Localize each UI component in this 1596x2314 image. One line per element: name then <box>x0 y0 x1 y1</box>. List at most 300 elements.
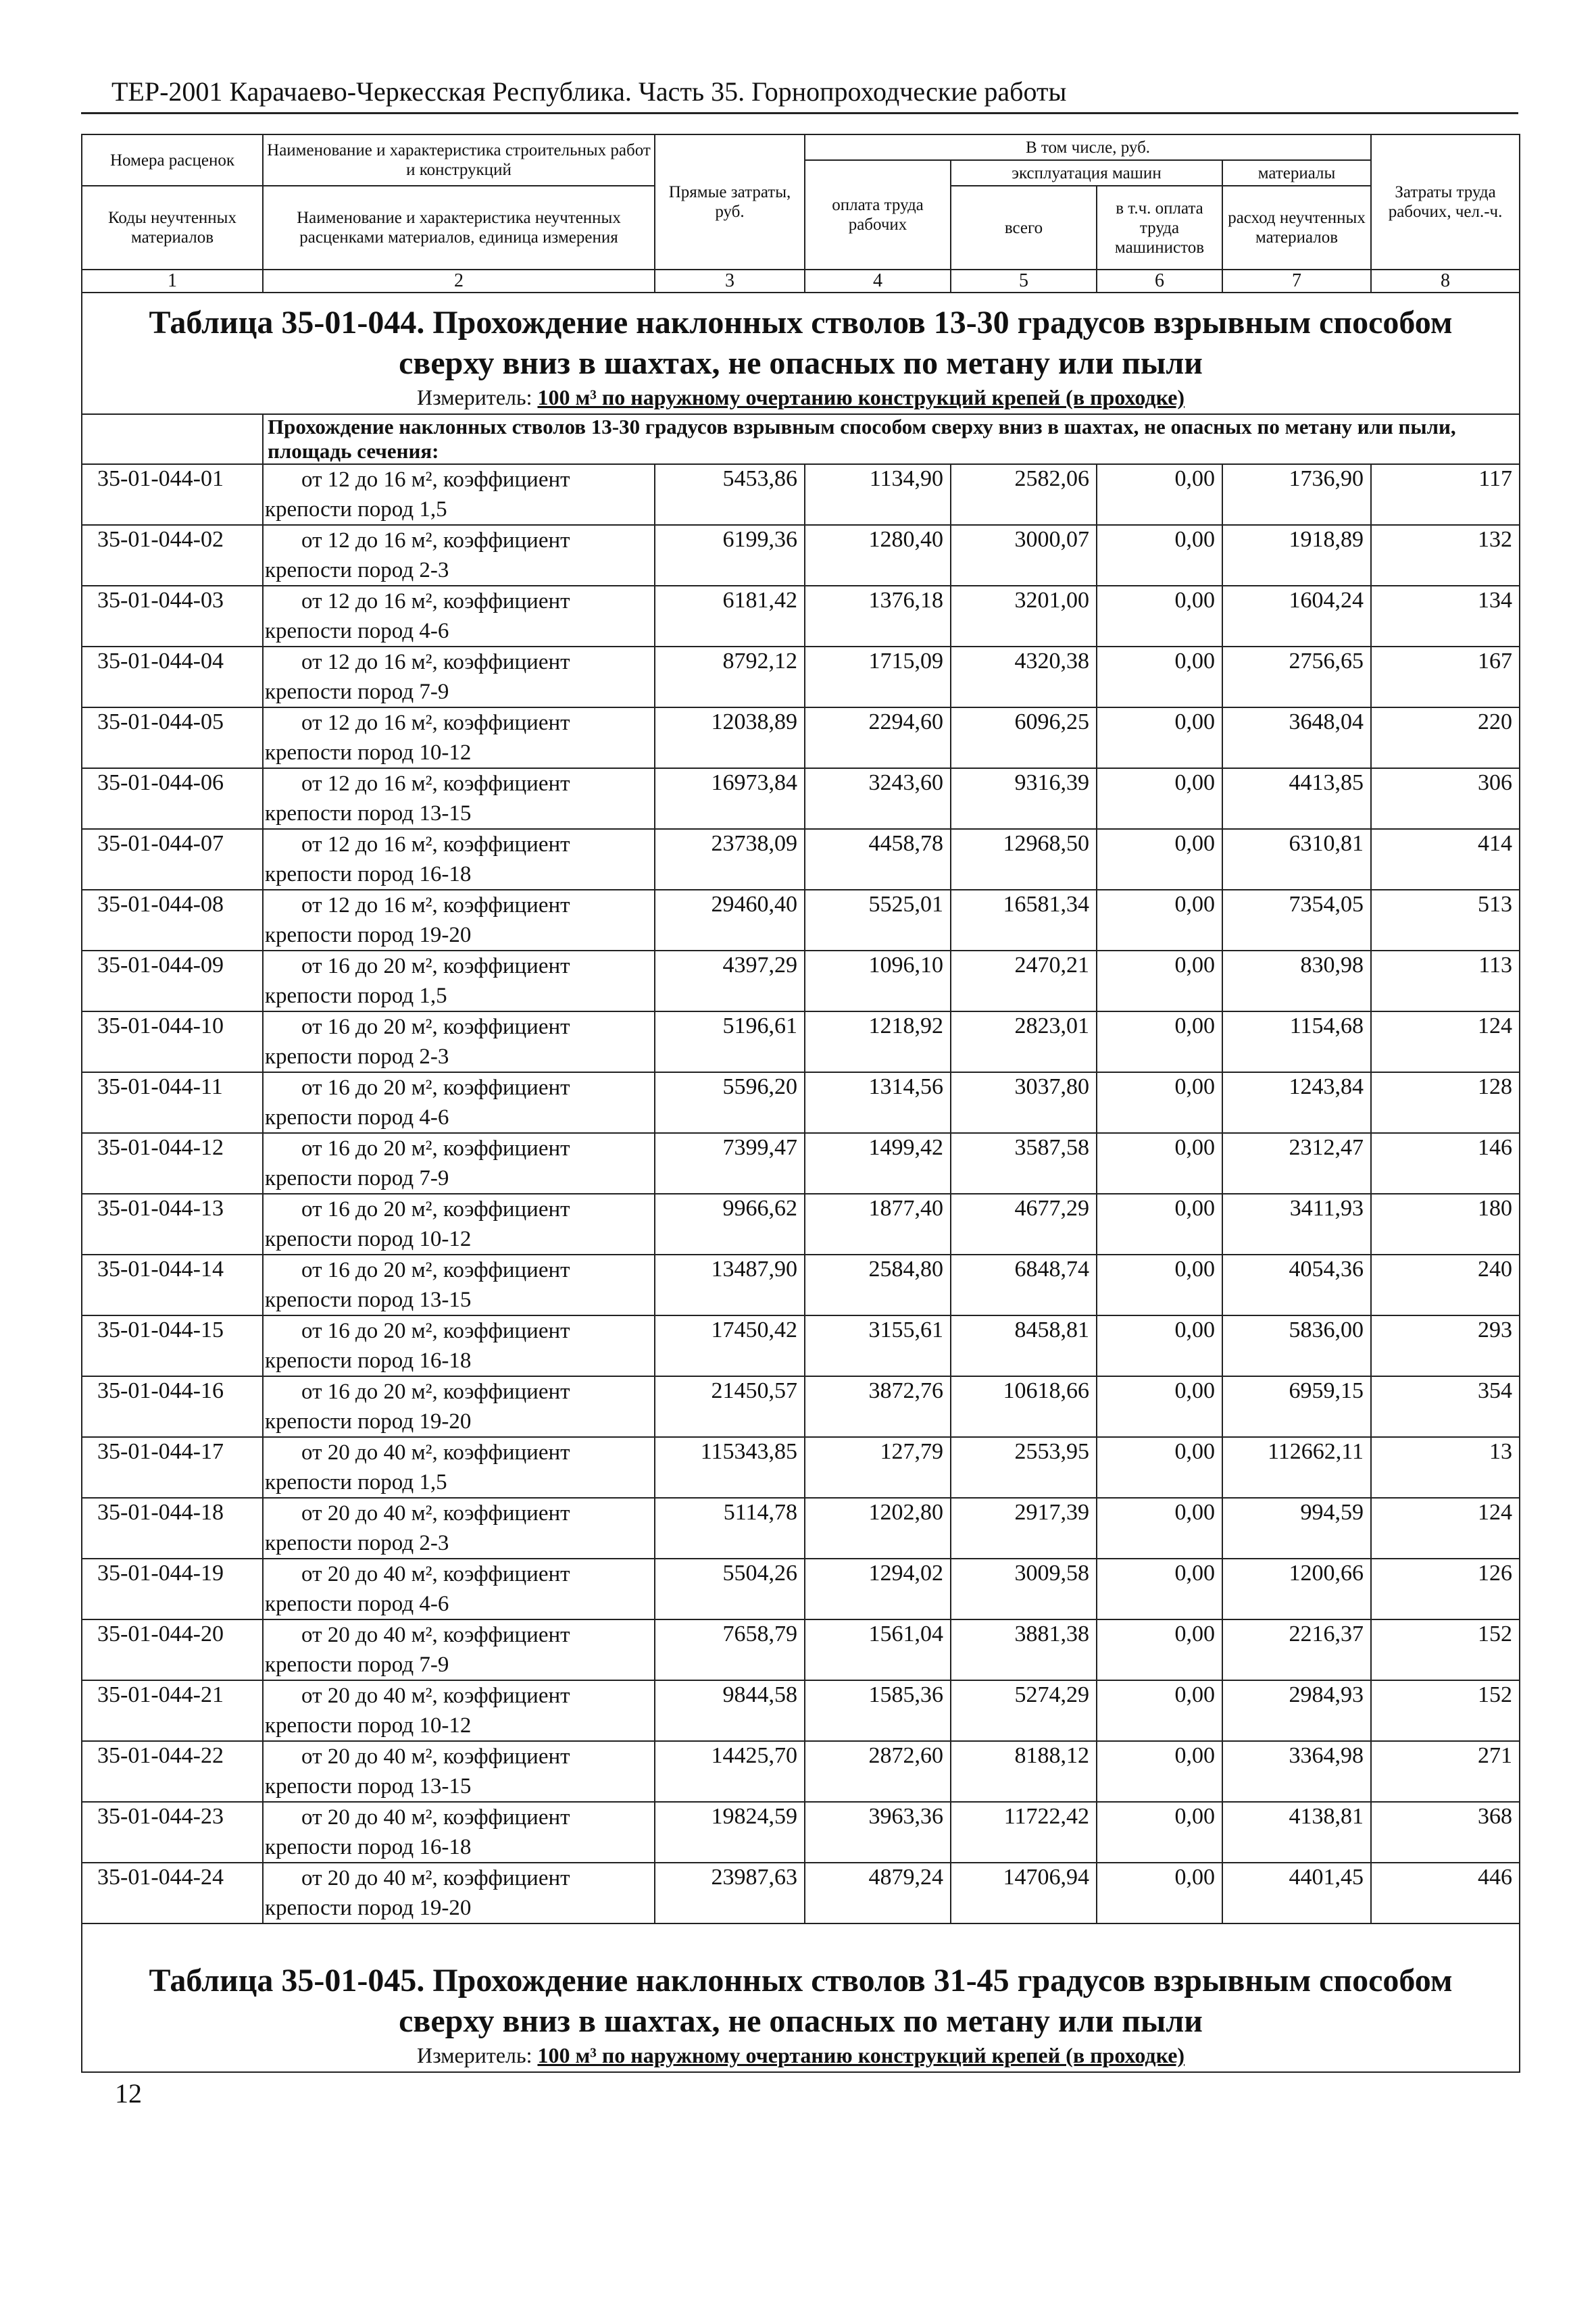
rate-description-line1: от 16 до 20 м², коэффициент <box>301 1197 570 1222</box>
operators-cost-cell: 0,00 <box>1097 1498 1222 1559</box>
rate-code: 35-01-044-06 <box>82 768 263 829</box>
materials-cost-cell: 4054,36 <box>1222 1255 1371 1315</box>
rate-description-line1: от 12 до 16 м², коэффициент <box>301 650 570 674</box>
rate-code: 35-01-044-13 <box>82 1194 263 1255</box>
materials-cost-cell: 2312,47 <box>1222 1133 1371 1194</box>
table-row <box>82 1498 1520 1559</box>
rate-description-line1: от 16 до 20 м², коэффициент <box>301 954 570 978</box>
page-number: 12 <box>115 2078 142 2109</box>
materials-cost-cell: 2756,65 <box>1222 647 1371 707</box>
measure-label: Измеритель: <box>416 2043 538 2067</box>
labor-cost-cell: 5525,01 <box>805 890 951 951</box>
operators-cost-cell: 0,00 <box>1097 1680 1222 1741</box>
rate-description <box>263 1437 655 1498</box>
table-row <box>82 1072 1520 1133</box>
direct-cost-cell: 5596,20 <box>655 1072 805 1133</box>
rate-description <box>263 1255 655 1315</box>
machines-cost-cell: 2470,21 <box>951 951 1097 1011</box>
rate-description-line1: от 16 до 20 м², коэффициент <box>301 1319 570 1343</box>
rate-description-line1: от 12 до 16 м², коэффициент <box>301 589 570 613</box>
rate-description-line1: от 12 до 16 м², коэффициент <box>301 528 570 553</box>
rate-code: 35-01-044-02 <box>82 525 263 586</box>
table-row <box>82 1437 1520 1498</box>
labor-cost-cell: 3872,76 <box>805 1376 951 1437</box>
direct-cost-cell: 5196,61 <box>655 1011 805 1072</box>
table-044-title-line2: сверху вниз в шахтах, не опасных по метану или пыли <box>399 345 1203 381</box>
operators-cost-cell: 0,00 <box>1097 1315 1222 1376</box>
rate-description <box>263 525 655 586</box>
labor-hours-cell: 132 <box>1371 525 1520 586</box>
direct-cost-cell: 8792,12 <box>655 647 805 707</box>
rates-table <box>81 134 1520 2073</box>
rate-description <box>263 768 655 829</box>
rate-description-line2: крепости пород 16-18 <box>265 1349 472 1373</box>
rate-description-line1: от 12 до 16 м², коэффициент <box>301 772 570 796</box>
table-044-subtitle: Прохождение наклонных стволов 13-30 градусов взрывным способом сверху вниз в шахтах, не опасных по метану или пыли, площадь сечения: <box>263 414 1520 464</box>
rate-description-line1: от 16 до 20 м², коэффициент <box>301 1258 570 1282</box>
labor-cost-cell: 1134,90 <box>805 464 951 525</box>
table-044-measure-row <box>82 384 1520 414</box>
machines-cost-cell: 2582,06 <box>951 464 1097 525</box>
labor-cost-cell: 1218,92 <box>805 1011 951 1072</box>
machines-cost-cell: 3009,58 <box>951 1559 1097 1619</box>
machines-cost-cell: 8188,12 <box>951 1741 1097 1802</box>
materials-cost-cell: 2216,37 <box>1222 1619 1371 1680</box>
materials-cost-cell: 4413,85 <box>1222 768 1371 829</box>
rate-description-line2: крепости пород 4-6 <box>265 1592 449 1616</box>
operators-cost-cell: 0,00 <box>1097 1133 1222 1194</box>
table-row <box>82 890 1520 951</box>
materials-cost-cell: 2984,93 <box>1222 1680 1371 1741</box>
measure-text: 100 м³ по наружному очертанию конструкций крепей (в проходке) <box>537 2043 1185 2067</box>
group-header: В том числе, руб. <box>805 134 1371 160</box>
table-row <box>82 647 1520 707</box>
materials-cost-cell: 3648,04 <box>1222 707 1371 768</box>
table-044-title-row <box>82 293 1520 384</box>
rate-description <box>263 707 655 768</box>
direct-cost-cell: 17450,42 <box>655 1315 805 1376</box>
col-number: 7 <box>1222 270 1371 293</box>
table-row <box>82 829 1520 890</box>
rate-code: 35-01-044-22 <box>82 1741 263 1802</box>
labor-cost-cell: 3155,61 <box>805 1315 951 1376</box>
rate-description-line1: от 16 до 20 м², коэффициент <box>301 1076 570 1100</box>
materials-cost-cell: 3364,98 <box>1222 1741 1371 1802</box>
labor-cost-cell: 1314,56 <box>805 1072 951 1133</box>
labor-cost-cell: 1499,42 <box>805 1133 951 1194</box>
machines-cost-cell: 6096,25 <box>951 707 1097 768</box>
labor-cost-cell: 1585,36 <box>805 1680 951 1741</box>
col7-header: расход неучтенных материалов <box>1222 186 1371 270</box>
machines-cost-cell: 6848,74 <box>951 1255 1097 1315</box>
labor-cost-cell: 4458,78 <box>805 829 951 890</box>
materials-cost-cell: 1243,84 <box>1222 1072 1371 1133</box>
operators-cost-cell: 0,00 <box>1097 647 1222 707</box>
materials-cost-cell: 3411,93 <box>1222 1194 1371 1255</box>
rate-description-line2: крепости пород 16-18 <box>265 1835 472 1859</box>
labor-hours-cell: 152 <box>1371 1680 1520 1741</box>
table-row <box>82 1619 1520 1680</box>
rate-description <box>263 1011 655 1072</box>
col4-header: оплата труда рабочих <box>805 160 951 270</box>
operators-cost-cell: 0,00 <box>1097 1011 1222 1072</box>
labor-hours-cell: 180 <box>1371 1194 1520 1255</box>
machines-cost-cell: 3201,00 <box>951 586 1097 647</box>
rate-code: 35-01-044-09 <box>82 951 263 1011</box>
operators-cost-cell: 0,00 <box>1097 1437 1222 1498</box>
materials-cost-cell: 994,59 <box>1222 1498 1371 1559</box>
table-row <box>82 951 1520 1011</box>
operators-cost-cell: 0,00 <box>1097 586 1222 647</box>
machines-cost-cell: 8458,81 <box>951 1315 1097 1376</box>
rate-code: 35-01-044-23 <box>82 1802 263 1863</box>
direct-cost-cell: 115343,85 <box>655 1437 805 1498</box>
rate-code: 35-01-044-16 <box>82 1376 263 1437</box>
rate-description-line2: крепости пород 7-9 <box>265 680 449 704</box>
labor-cost-cell: 2294,60 <box>805 707 951 768</box>
rate-code: 35-01-044-12 <box>82 1133 263 1194</box>
col1-header-top: Номера расценок <box>82 134 263 186</box>
rate-description-line2: крепости пород 2-3 <box>265 558 449 582</box>
labor-hours-cell: 113 <box>1371 951 1520 1011</box>
col2-header-bottom: Наименование и характеристика неучтенных расценками материалов, единица измерения <box>263 186 655 270</box>
col5-header: всего <box>951 186 1097 270</box>
rate-description <box>263 1315 655 1376</box>
col6-header: в т.ч. оплата труда машинистов <box>1097 186 1222 270</box>
labor-cost-cell: 1294,02 <box>805 1559 951 1619</box>
materials-cost-cell: 1154,68 <box>1222 1011 1371 1072</box>
machines-cost-cell: 3000,07 <box>951 525 1097 586</box>
labor-hours-cell: 240 <box>1371 1255 1520 1315</box>
labor-hours-cell: 167 <box>1371 647 1520 707</box>
labor-hours-cell: 124 <box>1371 1011 1520 1072</box>
direct-cost-cell: 6199,36 <box>655 525 805 586</box>
rate-code: 35-01-044-01 <box>82 464 263 525</box>
operators-cost-cell: 0,00 <box>1097 951 1222 1011</box>
table-044-subtitle-row <box>82 414 1520 464</box>
direct-cost-cell: 29460,40 <box>655 890 805 951</box>
rate-description-line1: от 20 до 40 м², коэффициент <box>301 1805 570 1830</box>
machines-cost-cell: 5274,29 <box>951 1680 1097 1741</box>
rate-description <box>263 1376 655 1437</box>
rate-description-line2: крепости пород 16-18 <box>265 862 472 886</box>
rate-code: 35-01-044-14 <box>82 1255 263 1315</box>
labor-cost-cell: 1561,04 <box>805 1619 951 1680</box>
labor-cost-cell: 127,79 <box>805 1437 951 1498</box>
labor-cost-cell: 4879,24 <box>805 1863 951 1923</box>
rate-description-line2: крепости пород 10-12 <box>265 1713 472 1738</box>
rate-description-line1: от 20 до 40 м², коэффициент <box>301 1623 570 1647</box>
materials-cost-cell: 112662,11 <box>1222 1437 1371 1498</box>
machines-cost-cell: 3881,38 <box>951 1619 1097 1680</box>
table-row <box>82 1680 1520 1741</box>
rate-description-line2: крепости пород 1,5 <box>265 1470 447 1494</box>
direct-cost-cell: 21450,57 <box>655 1376 805 1437</box>
table-row <box>82 1741 1520 1802</box>
table-045-title-line1: Таблица 35-01-045. Прохождение наклонных стволов 31-45 градусов взрывным способом <box>149 1963 1453 1998</box>
table-row <box>82 1802 1520 1863</box>
labor-hours-cell: 124 <box>1371 1498 1520 1559</box>
materials-cost-cell: 4138,81 <box>1222 1802 1371 1863</box>
operators-cost-cell: 0,00 <box>1097 464 1222 525</box>
rate-code: 35-01-044-21 <box>82 1680 263 1741</box>
rate-code: 35-01-044-07 <box>82 829 263 890</box>
machines-cost-cell: 10618,66 <box>951 1376 1097 1437</box>
direct-cost-cell: 23738,09 <box>655 829 805 890</box>
labor-cost-cell: 1877,40 <box>805 1194 951 1255</box>
materials-cost-cell: 830,98 <box>1222 951 1371 1011</box>
rate-description-line2: крепости пород 19-20 <box>265 1896 472 1920</box>
rate-description-line2: крепости пород 10-12 <box>265 1227 472 1251</box>
rate-description-line2: крепости пород 19-20 <box>265 923 472 947</box>
col-number: 2 <box>263 270 655 293</box>
subgroup-materials-header: материалы <box>1222 160 1371 186</box>
table-row <box>82 1315 1520 1376</box>
page-header-title: ТЕР-2001 Карачаево-Черкесская Республика. Часть 35. Горнопроходческие работы <box>111 76 1067 107</box>
direct-cost-cell: 13487,90 <box>655 1255 805 1315</box>
operators-cost-cell: 0,00 <box>1097 829 1222 890</box>
rate-description-line1: от 20 до 40 м², коэффициент <box>301 1684 570 1708</box>
operators-cost-cell: 0,00 <box>1097 1863 1222 1923</box>
col-number: 8 <box>1371 270 1520 293</box>
rate-code: 35-01-044-11 <box>82 1072 263 1133</box>
rate-description-line2: крепости пород 2-3 <box>265 1531 449 1555</box>
operators-cost-cell: 0,00 <box>1097 1072 1222 1133</box>
direct-cost-cell: 12038,89 <box>655 707 805 768</box>
machines-cost-cell: 4320,38 <box>951 647 1097 707</box>
rate-description-line2: крепости пород 7-9 <box>265 1166 449 1190</box>
rate-description-line2: крепости пород 19-20 <box>265 1409 472 1434</box>
table-row <box>82 1194 1520 1255</box>
rate-description-line2: крепости пород 1,5 <box>265 497 447 522</box>
rate-description-line2: крепости пород 13-15 <box>265 1288 472 1312</box>
materials-cost-cell: 6310,81 <box>1222 829 1371 890</box>
rate-description-line2: крепости пород 7-9 <box>265 1653 449 1677</box>
rate-code: 35-01-044-03 <box>82 586 263 647</box>
operators-cost-cell: 0,00 <box>1097 768 1222 829</box>
rate-description <box>263 647 655 707</box>
labor-hours-cell: 354 <box>1371 1376 1520 1437</box>
direct-cost-cell: 9966,62 <box>655 1194 805 1255</box>
header-rule <box>81 112 1518 114</box>
rate-description-line1: от 16 до 20 м², коэффициент <box>301 1015 570 1039</box>
table-row <box>82 1863 1520 1923</box>
rate-code: 35-01-044-10 <box>82 1011 263 1072</box>
rate-code: 35-01-044-05 <box>82 707 263 768</box>
table-row <box>82 707 1520 768</box>
labor-hours-cell: 13 <box>1371 1437 1520 1498</box>
labor-cost-cell: 1376,18 <box>805 586 951 647</box>
rate-description-line1: от 16 до 20 м², коэффициент <box>301 1380 570 1404</box>
rate-description <box>263 890 655 951</box>
rate-description <box>263 1498 655 1559</box>
labor-cost-cell: 2584,80 <box>805 1255 951 1315</box>
materials-cost-cell: 6959,15 <box>1222 1376 1371 1437</box>
machines-cost-cell: 4677,29 <box>951 1194 1097 1255</box>
direct-cost-cell: 9844,58 <box>655 1680 805 1741</box>
col-number: 5 <box>951 270 1097 293</box>
rate-code: 35-01-044-04 <box>82 647 263 707</box>
table-row <box>82 1255 1520 1315</box>
materials-cost-cell: 1736,90 <box>1222 464 1371 525</box>
rate-code: 35-01-044-20 <box>82 1619 263 1680</box>
operators-cost-cell: 0,00 <box>1097 1619 1222 1680</box>
labor-hours-cell: 293 <box>1371 1315 1520 1376</box>
table-row <box>82 1376 1520 1437</box>
labor-cost-cell: 3963,36 <box>805 1802 951 1863</box>
direct-cost-cell: 7399,47 <box>655 1133 805 1194</box>
table-row <box>82 1011 1520 1072</box>
materials-cost-cell: 4401,45 <box>1222 1863 1371 1923</box>
rate-description-line1: от 16 до 20 м², коэффициент <box>301 1136 570 1161</box>
labor-hours-cell: 513 <box>1371 890 1520 951</box>
operators-cost-cell: 0,00 <box>1097 1559 1222 1619</box>
rate-code: 35-01-044-15 <box>82 1315 263 1376</box>
direct-cost-cell: 5114,78 <box>655 1498 805 1559</box>
rate-description <box>263 1133 655 1194</box>
col8-header: Затраты труда рабочих, чел.-ч. <box>1371 134 1520 270</box>
rate-description-line2: крепости пород 2-3 <box>265 1045 449 1069</box>
rate-description-line1: от 12 до 16 м², коэффициент <box>301 711 570 735</box>
rate-description <box>263 1559 655 1619</box>
rate-description-line2: крепости пород 1,5 <box>265 984 447 1008</box>
machines-cost-cell: 3587,58 <box>951 1133 1097 1194</box>
table-row <box>82 586 1520 647</box>
rate-description <box>263 586 655 647</box>
column-numbers-row <box>82 270 1520 293</box>
col-number: 4 <box>805 270 951 293</box>
labor-cost-cell: 1280,40 <box>805 525 951 586</box>
operators-cost-cell: 0,00 <box>1097 890 1222 951</box>
rate-description <box>263 951 655 1011</box>
col2-header-top: Наименование и характеристика строительных работ и конструкций <box>263 134 655 186</box>
operators-cost-cell: 0,00 <box>1097 525 1222 586</box>
labor-hours-cell: 368 <box>1371 1802 1520 1863</box>
labor-cost-cell: 3243,60 <box>805 768 951 829</box>
direct-cost-cell: 19824,59 <box>655 1802 805 1863</box>
measure-text: 100 м³ по наружному очертанию конструкций крепей (в проходке) <box>537 385 1185 409</box>
machines-cost-cell: 12968,50 <box>951 829 1097 890</box>
labor-hours-cell: 128 <box>1371 1072 1520 1133</box>
machines-cost-cell: 14706,94 <box>951 1863 1097 1923</box>
rate-description-line1: от 20 до 40 м², коэффициент <box>301 1866 570 1890</box>
labor-hours-cell: 271 <box>1371 1741 1520 1802</box>
direct-cost-cell: 4397,29 <box>655 951 805 1011</box>
labor-hours-cell: 306 <box>1371 768 1520 829</box>
materials-cost-cell: 7354,05 <box>1222 890 1371 951</box>
rate-description-line2: крепости пород 13-15 <box>265 801 472 826</box>
direct-cost-cell: 5453,86 <box>655 464 805 525</box>
labor-cost-cell: 1096,10 <box>805 951 951 1011</box>
rate-description <box>263 1741 655 1802</box>
table-row <box>82 464 1520 525</box>
rate-description <box>263 1863 655 1923</box>
col-number: 6 <box>1097 270 1222 293</box>
labor-hours-cell: 117 <box>1371 464 1520 525</box>
operators-cost-cell: 0,00 <box>1097 1255 1222 1315</box>
machines-cost-cell: 2917,39 <box>951 1498 1097 1559</box>
rate-description-line2: крепости пород 4-6 <box>265 1105 449 1130</box>
rate-description <box>263 464 655 525</box>
rate-code: 35-01-044-18 <box>82 1498 263 1559</box>
col-number: 3 <box>655 270 805 293</box>
rate-description-line2: крепости пород 10-12 <box>265 740 472 765</box>
labor-hours-cell: 146 <box>1371 1133 1520 1194</box>
rate-code: 35-01-044-17 <box>82 1437 263 1498</box>
table-045-measure-row <box>82 2042 1520 2072</box>
rate-description-line1: от 20 до 40 м², коэффициент <box>301 1501 570 1526</box>
table-row <box>82 768 1520 829</box>
operators-cost-cell: 0,00 <box>1097 1741 1222 1802</box>
machines-cost-cell: 9316,39 <box>951 768 1097 829</box>
col-number: 1 <box>82 270 263 293</box>
machines-cost-cell: 16581,34 <box>951 890 1097 951</box>
rate-description <box>263 1619 655 1680</box>
rate-description <box>263 1680 655 1741</box>
labor-hours-cell: 134 <box>1371 586 1520 647</box>
labor-cost-cell: 2872,60 <box>805 1741 951 1802</box>
materials-cost-cell: 1200,66 <box>1222 1559 1371 1619</box>
operators-cost-cell: 0,00 <box>1097 1802 1222 1863</box>
machines-cost-cell: 11722,42 <box>951 1802 1097 1863</box>
machines-cost-cell: 3037,80 <box>951 1072 1097 1133</box>
rate-description-line1: от 20 до 40 м², коэффициент <box>301 1744 570 1769</box>
rate-description-line2: крепости пород 13-15 <box>265 1774 472 1799</box>
operators-cost-cell: 0,00 <box>1097 1376 1222 1437</box>
labor-hours-cell: 220 <box>1371 707 1520 768</box>
col1-header-bottom: Коды неучтенных материалов <box>82 186 263 270</box>
rate-description <box>263 829 655 890</box>
table-row <box>82 525 1520 586</box>
rate-description <box>263 1194 655 1255</box>
materials-cost-cell: 1918,89 <box>1222 525 1371 586</box>
rate-code: 35-01-044-24 <box>82 1863 263 1923</box>
machines-cost-cell: 2823,01 <box>951 1011 1097 1072</box>
labor-hours-cell: 446 <box>1371 1863 1520 1923</box>
labor-hours-cell: 126 <box>1371 1559 1520 1619</box>
operators-cost-cell: 0,00 <box>1097 707 1222 768</box>
measure-label: Измеритель: <box>416 385 538 409</box>
col3-header: Прямые затраты, руб. <box>655 134 805 270</box>
rate-code: 35-01-044-19 <box>82 1559 263 1619</box>
direct-cost-cell: 14425,70 <box>655 1741 805 1802</box>
table-row <box>82 1133 1520 1194</box>
operators-cost-cell: 0,00 <box>1097 1194 1222 1255</box>
direct-cost-cell: 23987,63 <box>655 1863 805 1923</box>
labor-cost-cell: 1715,09 <box>805 647 951 707</box>
direct-cost-cell: 6181,42 <box>655 586 805 647</box>
direct-cost-cell: 7658,79 <box>655 1619 805 1680</box>
rate-description-line1: от 20 до 40 м², коэффициент <box>301 1440 570 1465</box>
rate-description-line1: от 12 до 16 м², коэффициент <box>301 893 570 917</box>
direct-cost-cell: 16973,84 <box>655 768 805 829</box>
table-044-title-line1: Таблица 35-01-044. Прохождение наклонных стволов 13-30 градусов взрывным способом <box>149 305 1453 341</box>
direct-cost-cell: 5504,26 <box>655 1559 805 1619</box>
rate-description-line1: от 20 до 40 м², коэффициент <box>301 1562 570 1586</box>
rate-description-line1: от 12 до 16 м², коэффициент <box>301 832 570 857</box>
labor-cost-cell: 1202,80 <box>805 1498 951 1559</box>
materials-cost-cell: 5836,00 <box>1222 1315 1371 1376</box>
rate-code: 35-01-044-08 <box>82 890 263 951</box>
labor-hours-cell: 152 <box>1371 1619 1520 1680</box>
table-row <box>82 1559 1520 1619</box>
table-045-title-line2: сверху вниз в шахтах, не опасных по метану или пыли <box>399 2003 1203 2039</box>
rate-description <box>263 1802 655 1863</box>
labor-hours-cell: 414 <box>1371 829 1520 890</box>
rate-description-line1: от 12 до 16 м², коэффициент <box>301 468 570 492</box>
rate-description-line2: крепости пород 4-6 <box>265 619 449 643</box>
machines-cost-cell: 2553,95 <box>951 1437 1097 1498</box>
